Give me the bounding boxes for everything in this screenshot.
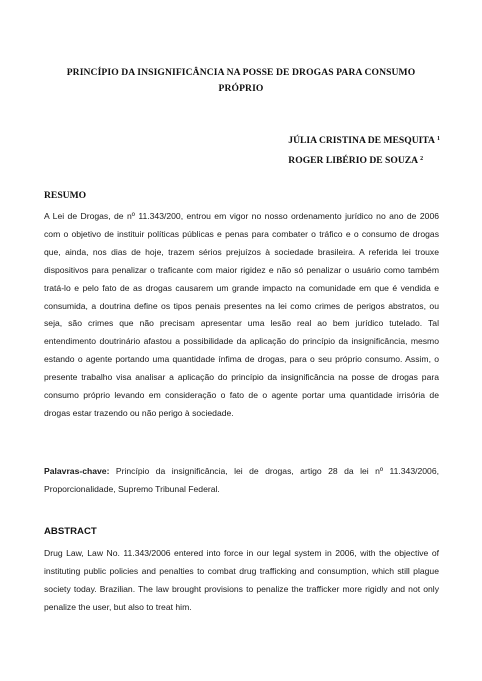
resumo-heading: RESUMO [44,190,87,201]
paper-title [50,65,432,97]
resumo-paragraph: A Lei de Drogas, de nº 11.343/200, entrou em vigor no nosso ordenamento jurídico no ano de 2006 com o objetivo de instituir políticas públicas e penas para combater o tráfico e o consumo de drogas que, ainda, nos dias de hoje, trazem sérios prejuízos à sociedade brasileira. A referida lei trouxe dispositivos para penalizar o traficante com maior rigidez e não só penalizar o usuário como também tratá-lo e pelo fato de as drogas causarem um grande impacto na comunidade em que é vendida e consumida, a doutrina define os tipos penais presentes na lei como crimes de perigos abstratos, ou seja, são crimes que não precisam apresentar uma lesão real ao bem jurídico tutelado. Tal entendimento doutrinário afastou a possibilidade da aplicação do princípio da insignificância, mesmo estando o agente portando uma quantidade ínfima de drogas, para o seu próprio consumo. Assim, o presente trabalho visa analisar a aplicação do princípio da insignificância na posse de drogas para consumo próprio levando em consideração o fato de o agente portar uma quantidade irrisória de drogas estar trazendo ou não perigo à sociedade. [44,211,439,418]
keywords-text: Princípio da insignificância, lei de drogas, artigo 28 da lei nº 11.343/2006, Proporcionalidade, Supremo Tribunal Federal. [44,466,440,494]
author-1 [288,130,440,150]
author-1-name: JÚLIA CRISTINA DE MESQUITA [288,135,435,146]
abstract-paragraph: Drug Law, Law No. 11.343/2006 entered into force in our legal system in 2006, with the objective of instituting public policies and penalties to combat drug trafficking and consumption, which still plague society today. Brazilian. The law brought provisions to penalize the trafficker more rigidly and not only penalize the user, but also to treat him. [44,548,439,612]
author-2 [288,150,440,170]
author-2-footnote-mark: 2 [420,156,424,162]
author-list [288,130,440,170]
author-2-name: ROGER LIBÉRIO DE SOUZA [288,155,419,166]
paper-title-line-1: PRINCÍPIO DA INSIGNIFICÂNCIA NA POSSE DE DROGAS PARA CONSUMO [66,67,416,78]
author-1-footnote-mark: 1 [437,136,440,142]
abstract-heading: ABSTRACT [44,526,97,537]
keywords-paragraph [44,463,439,499]
paper-title-line-2: PRÓPRIO [218,83,264,94]
keywords-label: Palavras-chave: [44,466,110,476]
